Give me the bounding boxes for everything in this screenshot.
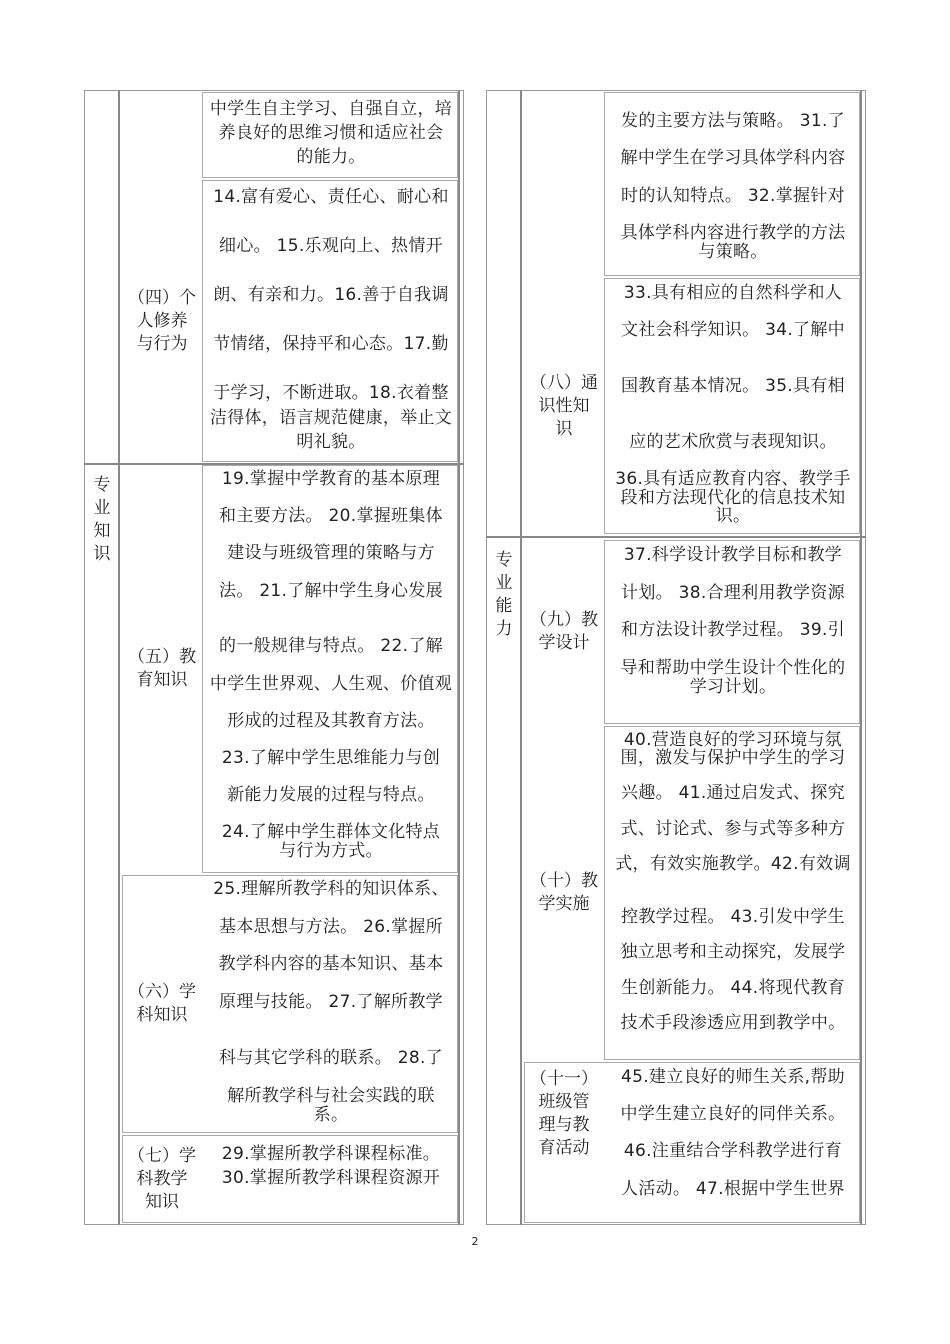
left-table-divider [458, 90, 460, 1225]
right-category-professional-ability: 专业能力 [495, 550, 513, 639]
left-row-4-subcategory: （七）学 科教学 知识 [128, 1145, 196, 1212]
right-row-3-subcategory: （十）教 学实施 [530, 871, 598, 914]
right-row-2-subcategory: （九）教 学设计 [530, 610, 598, 653]
right-table-divider [520, 90, 522, 1225]
right-row-4-subcategory: （十一） 班级管 理与教 育活动 [530, 1069, 598, 1158]
right-row-1-subcategory: （八）通 识性知 识 [530, 372, 598, 439]
left-row-4-text: 29.掌握所教学科课程标准。 30.掌握所教学科课程资源开 [221, 1144, 441, 1188]
left-table-divider [118, 90, 120, 1225]
right-row-1-text: 33.具有相应的自然科学和人 文社会科学知识。 34.了解中 国教育基本情况。 35.具有相 应的艺术欣赏与表现知识。 36.具有适应教育内容、教学手 段和方法现代化的信息技术知 识。 [615, 283, 851, 527]
left-category-professional-knowledge: 专业知识 [93, 475, 111, 564]
left-row-1-text: 14.富有爱心、责任心、耐心和 细心。 15.乐观向上、热情开 朗、有亲和力。16.善于自我调 节情绪，保持平和心态。17.勤 于学习，不断进取。18.衣着整 洁得体，语言规范健康，举止文 明礼貌。 [209, 187, 453, 452]
left-row-2-subcategory: （五）教 育知识 [128, 647, 196, 690]
right-row-0-text: 发的主要方法与策略。 31.了 解中学生在学习具体学科内容 时的认知特点。 32.掌握针对 具体学科内容进行教学的方法 与策略。 [620, 111, 846, 262]
right-row-4-text: 45.建立良好的师生关系,帮助 中学生建立良好的同伴关系。 46.注重结合学科教学进行育 人活动。 47.根据中学生世界 [620, 1067, 846, 1199]
left-row-0-text: 中学生自主学习、自强自立，培 养良好的思维习惯和适应社会 的能力。 [209, 99, 453, 167]
right-section-rule [486, 536, 866, 538]
page-number: 2 [471, 1235, 479, 1248]
left-row-3-subcategory: （六）学 科知识 [128, 982, 196, 1025]
left-row-1-subcategory: （四）个 人修养 与行为 [128, 287, 196, 354]
right-row-3-text: 40.营造良好的学习环境与氛 围，激发与保护中学生的学习 兴趣。 41.通过启发式、探究 式、讨论式、参与式等多种方 式，有效实施教学。42.有效调 控教学过程。 43.引发中学生 独立思考和主动探究，发展学 生创新能力。 44.将现代教育 技术手段渗透应用到教学中。 [615, 730, 851, 1034]
right-table-divider [860, 90, 862, 1225]
right-row-2-text: 37.科学设计教学目标和教学 计划。 38.合理利用教学资源 和方法设计教学过程。 39.引 导和帮助中学生设计个性化的 学习计划。 [620, 545, 846, 697]
left-row-3-text: 25.理解所教学科的知识体系、 基本思想与方法。 26.掌握所 教学科内容的基本知识、基本 原理与技能。 27.了解所教学 科与其它学科的联系。 28.了 解所教学科与社会实践的联 系。 [213, 879, 449, 1125]
left-row-2-text: 19.掌握中学教育的基本原理 和主要方法。 20.掌握班集体 建设与班级管理的策略与方 法。 21.了解中学生身心发展 的一般规律与特点。 22.了解 中学生世界观、人生观、价值观 形成的过程及其教育方法。 23.了解中学生思维能力与创 新能力发展的过程与特点。 24.了解中学生群体文化特点 与行为方式。 [209, 469, 453, 861]
